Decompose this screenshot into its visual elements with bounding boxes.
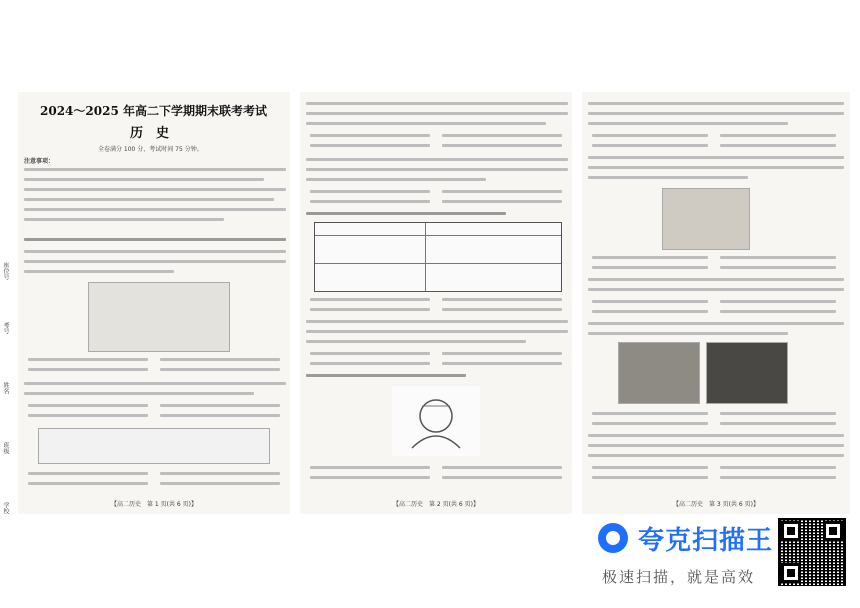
- text-line: [306, 168, 568, 171]
- option-line: [442, 134, 562, 137]
- option-line: [720, 134, 836, 137]
- notice-heading: 注意事项：: [24, 158, 55, 165]
- option-line: [28, 404, 148, 407]
- option-line: [720, 256, 836, 259]
- option-line: [442, 144, 562, 147]
- page-footer: 【高二历史 第 3 页(共 6 页)】: [673, 501, 759, 508]
- map-figure: [88, 282, 230, 352]
- side-label-number: 考号: [2, 322, 9, 334]
- text-line: [24, 198, 274, 201]
- exam-page-1: [18, 92, 290, 514]
- side-label-class: 班级: [2, 442, 9, 454]
- qr-finder: [781, 563, 801, 583]
- engraving-figure: [662, 188, 750, 250]
- option-line: [720, 466, 836, 469]
- option-line: [160, 368, 280, 371]
- option-line: [442, 200, 562, 203]
- text-line: [588, 122, 788, 125]
- option-line: [442, 362, 562, 365]
- option-line: [310, 200, 430, 203]
- text-line: [588, 454, 844, 457]
- qr-finder: [823, 521, 843, 541]
- brand-tagline: 极速扫描，就是高效: [602, 568, 756, 586]
- table-row: [315, 263, 561, 264]
- option-line: [28, 482, 148, 485]
- text-line: [24, 382, 286, 385]
- brand-name: 夸克扫描王: [638, 526, 774, 556]
- exam-title: 2024～2025 年高二下学期期末联考考试: [40, 104, 267, 118]
- text-line: [306, 340, 526, 343]
- option-line: [310, 352, 430, 355]
- text-line: [588, 112, 844, 115]
- text-line: [24, 178, 264, 181]
- option-line: [592, 476, 708, 479]
- side-label-school: 学校: [2, 502, 9, 514]
- option-line: [310, 308, 430, 311]
- text-line: [588, 288, 844, 291]
- binding-margin: [0, 92, 16, 514]
- text-line: [306, 374, 466, 377]
- score-info: 全卷满分 100 分，考试时间 75 分钟。: [98, 146, 203, 153]
- option-line: [28, 358, 148, 361]
- text-line: [588, 332, 788, 335]
- text-line: [306, 178, 486, 181]
- option-line: [442, 352, 562, 355]
- text-line: [306, 330, 568, 333]
- data-table: [314, 222, 562, 292]
- text-line: [588, 156, 844, 159]
- table-divider: [425, 223, 426, 291]
- option-line: [28, 368, 148, 371]
- option-line: [310, 144, 430, 147]
- exam-subject: 历 史: [130, 126, 170, 141]
- text-line: [24, 218, 224, 221]
- option-line: [592, 256, 708, 259]
- text-line: [588, 444, 844, 447]
- text-line: [24, 260, 286, 263]
- option-line: [160, 404, 280, 407]
- option-line: [310, 298, 430, 301]
- text-line: [24, 250, 286, 253]
- exam-page-3: [582, 92, 850, 514]
- text-line: [588, 322, 844, 325]
- text-line: [306, 122, 546, 125]
- page-footer: 【高二历史 第 2 页(共 6 页)】: [393, 501, 479, 508]
- text-line: [24, 188, 286, 191]
- option-line: [592, 300, 708, 303]
- text-line: [24, 392, 254, 395]
- text-line: [24, 208, 286, 211]
- text-line: [306, 320, 568, 323]
- side-label-seat: 座位号: [2, 262, 9, 280]
- page-footer: 【高二历史 第 1 页(共 6 页)】: [111, 501, 197, 508]
- option-line: [442, 476, 562, 479]
- option-line: [592, 466, 708, 469]
- table-row: [315, 235, 561, 236]
- quark-logo-icon: [598, 523, 628, 553]
- option-line: [160, 472, 280, 475]
- option-line: [592, 412, 708, 415]
- qr-code-icon[interactable]: [778, 518, 846, 586]
- section-heading-line: [24, 238, 286, 241]
- option-line: [720, 300, 836, 303]
- option-line: [28, 472, 148, 475]
- option-line: [720, 310, 836, 313]
- option-line: [310, 466, 430, 469]
- side-label-name: 姓名: [2, 382, 9, 394]
- option-line: [592, 266, 708, 269]
- option-line: [592, 144, 708, 147]
- option-line: [442, 190, 562, 193]
- text-line: [306, 212, 506, 215]
- option-line: [160, 414, 280, 417]
- text-line: [306, 112, 568, 115]
- cartoon-sketch: [392, 386, 480, 456]
- text-line: [588, 434, 844, 437]
- text-line: [306, 102, 568, 105]
- text-line: [588, 278, 844, 281]
- option-line: [310, 476, 430, 479]
- qr-finder: [781, 521, 801, 541]
- info-box: [38, 428, 270, 464]
- option-line: [28, 414, 148, 417]
- tablet-image-right: [706, 342, 788, 404]
- text-line: [588, 166, 844, 169]
- text-line: [588, 176, 748, 179]
- option-line: [442, 308, 562, 311]
- option-line: [310, 190, 430, 193]
- option-line: [310, 134, 430, 137]
- option-line: [160, 358, 280, 361]
- option-line: [720, 266, 836, 269]
- option-line: [592, 134, 708, 137]
- option-line: [720, 422, 836, 425]
- tablet-image-left: [618, 342, 700, 404]
- text-line: [588, 102, 844, 105]
- option-line: [720, 412, 836, 415]
- option-line: [442, 466, 562, 469]
- option-line: [160, 482, 280, 485]
- text-line: [306, 158, 568, 161]
- text-line: [24, 270, 174, 273]
- exam-page-2: [300, 92, 572, 514]
- text-line: [24, 168, 286, 171]
- option-line: [442, 298, 562, 301]
- option-line: [592, 310, 708, 313]
- option-line: [720, 476, 836, 479]
- cartoon-figure: [392, 386, 480, 456]
- option-line: [310, 362, 430, 365]
- option-line: [720, 144, 836, 147]
- option-line: [592, 422, 708, 425]
